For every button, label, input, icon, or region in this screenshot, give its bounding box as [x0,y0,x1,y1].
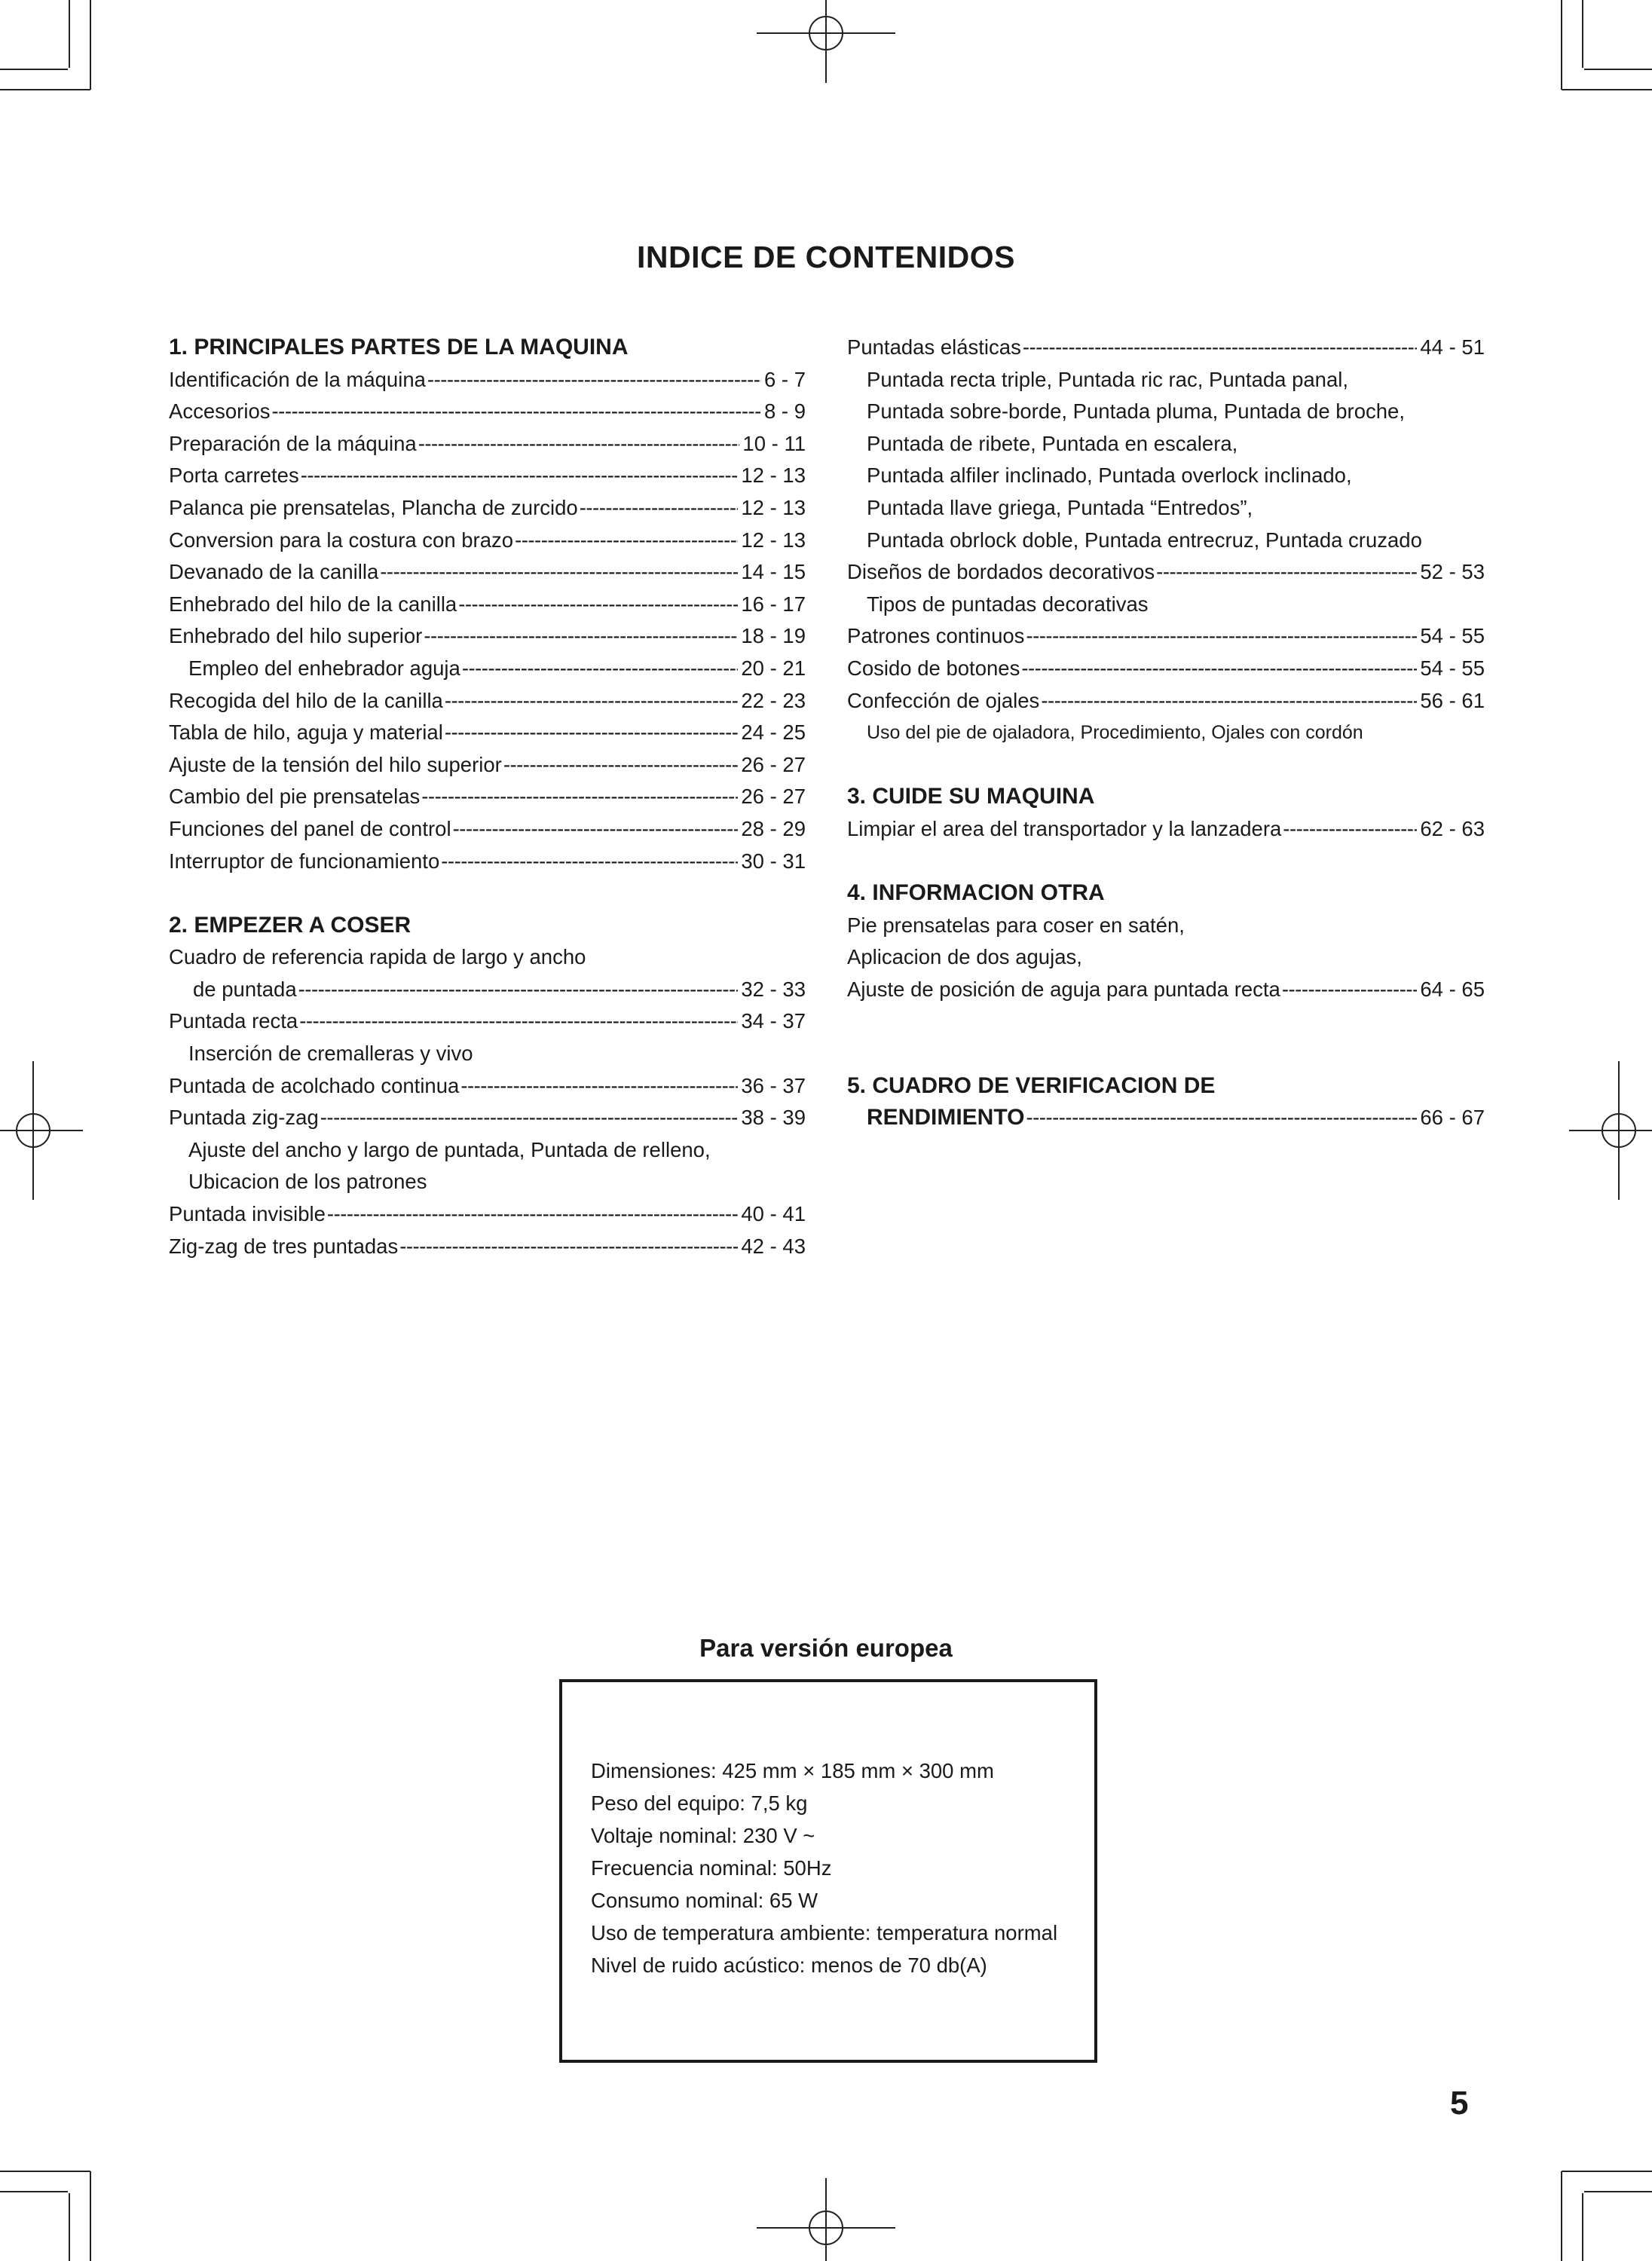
leader-dashes [299,1005,738,1038]
toc-entry-label: Porta carretes [169,464,299,488]
toc-text-line [847,364,1485,396]
toc-entry-page: 14 - 15 [741,560,806,584]
toc-entry-label: Palanca pie prensatelas, Plancha de zurcido [169,495,578,519]
toc-entry-label: Limpiar el area del transportador y la lanzadera [847,816,1282,840]
toc-entry-label: Tipos de puntadas decorativas [867,592,1149,616]
section-heading: 5. CUADRO DE VERIFICACION DE [847,1072,1216,1098]
toc-entry-label: Zig-zag de tres puntadas [169,1234,399,1258]
toc-entry-page: 52 - 53 [1420,560,1485,584]
spacer [847,749,1485,782]
leader-dashes [399,1231,738,1263]
spacer [847,1005,1485,1038]
section-heading: 3. CUIDE SU MAQUINA [847,784,1095,809]
page-title: INDICE DE CONTENIDOS [636,240,1016,274]
toc-entry [847,332,1485,364]
leader-dashes [515,525,738,557]
spec-line: Consumo nominal: 65 W [591,1889,818,1912]
toc-entry-page: 26 - 27 [741,785,806,809]
leader-dashes [380,556,738,589]
toc-entry [847,653,1485,685]
toc-entry [169,846,806,878]
section-heading: 2. EMPEZER A COSER [169,912,411,938]
toc-entry [169,1070,806,1103]
leader-dashes [272,396,761,428]
toc-text-line [169,1038,806,1070]
spec-line: Nivel de ruido acústico: menos de 70 db(A) [591,1954,987,1977]
toc-entry-page: 54 - 55 [1420,656,1485,680]
toc-entry [169,1231,806,1263]
toc-text-line [169,1166,806,1198]
toc-entry-page: 12 - 13 [741,495,806,519]
toc-entry [169,1198,806,1231]
toc-entry [169,1005,806,1038]
toc-text-line [169,1134,806,1167]
toc-entry-label: Confección de ojales [847,688,1040,712]
leader-dashes [445,685,739,717]
leader-dashes [460,1070,738,1103]
toc-entry-page: 26 - 27 [741,752,806,776]
toc-entry-label: Puntada de ribete, Puntada en escalera, [867,431,1238,455]
toc-entry-label: Aplicacion de dos agujas, [847,945,1082,969]
leader-dashes [1282,974,1418,1006]
leader-dashes [503,749,739,782]
toc-entry-label: Ubicacion de los patrones [188,1170,427,1194]
toc-entry-label: Puntada zig-zag [169,1106,319,1130]
toc-entry-label: Tabla de hilo, aguja y material [169,721,443,745]
leader-dashes [424,620,738,653]
toc-entry-page: 44 - 51 [1420,335,1485,359]
specs-list [591,1755,1057,1981]
toc-text-line [847,428,1485,460]
toc-entry [169,364,806,396]
toc-entry-label: Inserción de cremalleras y vivo [188,1042,473,1066]
section-heading: 1. PRINCIPALES PARTES DE LA MAQUINA [169,335,629,359]
toc-entry-label: Puntada de acolchado continua [169,1073,460,1097]
toc-text-line [847,460,1485,492]
toc-entry-label: Funciones del panel de control [169,816,451,840]
toc-entry-page: 16 - 17 [741,592,806,616]
toc-entry-label: Enhebrado del hilo de la canilla [169,592,457,616]
toc-entry [169,685,806,717]
page-number: 5 [1450,2085,1469,2122]
toc-entry-page: 12 - 13 [741,528,806,552]
leader-dashes [301,460,739,492]
toc-entry-label: Devanado de la canilla [169,560,379,584]
toc-entry-label: Conversion para la costura con brazo [169,528,514,552]
toc-entry-page: 24 - 25 [741,721,806,745]
toc-entry-label: Recogida del hilo de la canilla [169,688,443,712]
leader-dashes [458,589,738,621]
european-specs-box [559,1679,1097,2063]
toc-entry [169,717,806,749]
spec-line: Peso del equipo: 7,5 kg [591,1791,808,1815]
european-version-title: Para versión europea [699,1634,953,1662]
toc-entry [847,1102,1485,1134]
spec-line: Uso de temperatura ambiente: temperatura normal [591,1921,1058,1944]
toc-entry-label: Enhebrado del hilo superior [169,624,423,648]
toc-entry-label: Puntada recta triple, Puntada ric rac, Puntada panal, [867,367,1349,391]
toc-entry-label: Patrones continuos [847,624,1025,648]
leader-dashes [1021,653,1417,685]
toc-entry [847,813,1485,846]
leader-dashes [427,364,761,396]
toc-entry [169,974,806,1006]
toc-entry-page: 12 - 13 [741,464,806,488]
toc-entry-page: 38 - 39 [741,1106,806,1130]
toc-text-line [847,717,1485,749]
toc-entry-page: 36 - 37 [741,1073,806,1097]
toc-entry-label: Ajuste de posición de aguja para puntada recta [847,977,1280,1001]
toc-entry-page: 64 - 65 [1420,977,1485,1001]
toc-entry-label: Puntada llave griega, Puntada “Entredos”, [867,495,1253,519]
spec-line: Frecuencia nominal: 50Hz [591,1856,832,1880]
toc-entry [169,492,806,525]
spec-line: Dimensiones: 425 mm × 185 mm × 300 mm [591,1759,994,1782]
toc-text-line [169,941,806,974]
toc-entry-label: RENDIMIENTO [867,1105,1025,1130]
spec-line: Voltaje nominal: 230 V ~ [591,1824,815,1847]
toc-entry-page: 42 - 43 [741,1234,806,1258]
toc-entry [169,428,806,460]
leader-dashes [1023,332,1418,364]
toc-entry-label: Ajuste de la tensión del hilo superior [169,752,502,776]
toc-entry-label: de puntada [193,977,297,1001]
leader-dashes [1041,685,1417,717]
toc-entry [847,685,1485,717]
toc-entry-label: Pie prensatelas para coser en satén, [847,913,1185,937]
toc-entry-page: 66 - 67 [1420,1106,1485,1130]
leader-dashes [1156,556,1417,589]
toc-entry-label: Puntadas elásticas [847,335,1021,359]
toc-entry [169,620,806,653]
toc-entry [169,781,806,813]
leader-dashes [453,813,739,846]
toc-entry-page: 34 - 37 [741,1009,806,1033]
section-heading: 4. INFORMACION OTRA [847,880,1105,906]
toc-entry [169,556,806,589]
toc-entry-label: Puntada obrlock doble, Puntada entrecruz, Puntada cruzado [867,528,1422,552]
leader-dashes [418,428,740,460]
toc-entry-label: Puntada alfiler inclinado, Puntada overlock inclinado, [867,464,1352,488]
leader-dashes [320,1102,739,1134]
toc-text-line [847,396,1485,428]
toc-entry-label: Identificación de la máquina [169,367,426,391]
toc-text-line [847,941,1485,974]
toc-entry-label: Empleo del enhebrador aguja [188,656,460,680]
toc-entry-label: Puntada invisible [169,1202,326,1226]
toc-text-line [847,589,1485,621]
toc-entry-label: Puntada sobre-borde, Puntada pluma, Puntada de broche, [867,399,1405,424]
toc-entry [169,653,806,685]
toc-entry-page: 56 - 61 [1420,688,1485,712]
toc-right-column [847,332,1485,1134]
leader-dashes [445,717,739,749]
toc-entry [169,396,806,428]
toc-text-line [847,492,1485,525]
toc-entry-page: 28 - 29 [741,816,806,840]
spacer [847,846,1485,878]
toc-entry-label: Interruptor de funcionamiento [169,849,440,873]
toc-entry-label: Diseños de bordados decorativos [847,560,1155,584]
leader-dashes [298,974,739,1006]
toc-entry-label: Cosido de botones [847,656,1020,680]
toc-entry-page: 18 - 19 [741,624,806,648]
leader-dashes [441,846,738,878]
toc-entry-label: Preparación de la máquina [169,431,417,455]
toc-entry-label: Puntada recta [169,1009,298,1033]
toc-entry-page: 32 - 33 [741,977,806,1001]
toc-entry-page: 30 - 31 [741,849,806,873]
leader-dashes [1026,1102,1417,1134]
toc-entry-page: 6 - 7 [763,367,806,391]
toc-left-column [169,332,806,1262]
toc-entry-page: 8 - 9 [763,399,806,424]
toc-entry [169,525,806,557]
toc-entry [169,749,806,782]
toc-entry-page: 62 - 63 [1420,816,1485,840]
spacer [169,877,806,910]
leader-dashes [580,492,739,525]
toc-entry-label: Cuadro de referencia rapida de largo y ancho [169,945,586,969]
toc-entry [169,1102,806,1134]
leader-dashes [1026,620,1417,653]
toc-entry [847,620,1485,653]
toc-entry-page: 22 - 23 [741,688,806,712]
toc-entry-page: 40 - 41 [741,1202,806,1226]
toc-entry-page: 10 - 11 [742,431,806,455]
leader-dashes [462,653,739,685]
toc-entry [169,460,806,492]
toc-entry-page: 20 - 21 [741,656,806,680]
toc-text-line [847,525,1485,557]
toc-text-line [847,910,1485,942]
toc-entry [169,813,806,846]
toc-entry [847,974,1485,1006]
toc-entry [847,556,1485,589]
toc-entry-label: Accesorios [169,399,271,424]
toc-entry [169,589,806,621]
spacer [847,1038,1485,1070]
leader-dashes [421,781,738,813]
leader-dashes [327,1198,738,1231]
leader-dashes [1283,813,1417,846]
toc-entry-label: Uso del pie de ojaladora, Procedimiento, Ojales con cordón [867,722,1363,744]
toc-entry-label: Ajuste del ancho y largo de puntada, Puntada de relleno, [188,1137,711,1161]
toc-entry-label: Cambio del pie prensatelas [169,785,421,809]
toc-entry-page: 54 - 55 [1420,624,1485,648]
